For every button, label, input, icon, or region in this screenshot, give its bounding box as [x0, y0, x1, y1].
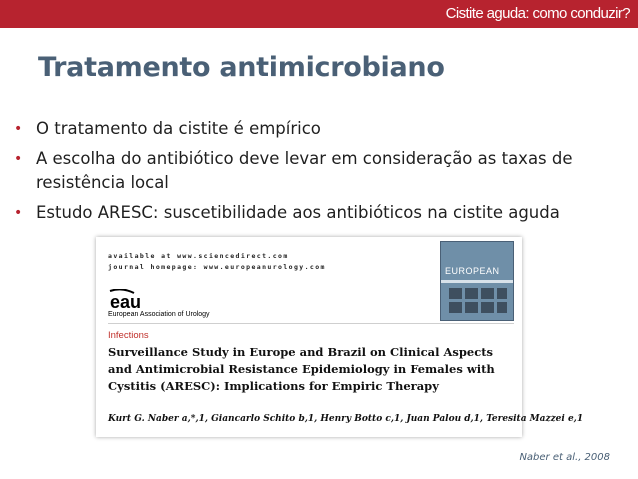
article-availability-line: available at www.sciencedirect.com — [108, 252, 289, 260]
header-title: Cistite aguda: como conduzir? — [445, 5, 630, 22]
article-authors: Kurt G. Naber a,*,1, Giancarlo Schito b,1, Henry Botto c,1, Juan Palou d,1, Teresita Mazzei e,1 — [108, 414, 584, 424]
bullet-item — [14, 147, 624, 195]
journal-cover-band — [441, 280, 514, 283]
svg-text:eau: eau — [110, 292, 142, 311]
article-section-label: Infections — [108, 330, 149, 341]
article-title: Surveillance Study in Europe and Brazil on Clinical Aspects and Antimicrobial Resistance Epidemiology in Females with Cystitis (ARESC): Implications for Empiric Therapy — [108, 345, 495, 393]
article-excerpt-image — [96, 237, 584, 437]
bullet-text: O tratamento da cistite é empírico — [36, 119, 321, 138]
citation: Naber et al., 2008 — [519, 452, 610, 463]
header-bar — [0, 0, 638, 28]
bullet-text: Estudo ARESC: suscetibilidade aos antibióticos na cistite aguda — [36, 203, 560, 222]
journal-cover — [440, 241, 514, 321]
eau-logo-text: European Association of Urology — [108, 311, 210, 318]
article-homepage-line: journal homepage: www.europeanurology.com — [108, 263, 326, 271]
slide-title: Tratamento antimicrobiano — [38, 52, 445, 83]
eau-logo — [108, 289, 168, 311]
bullet-item — [14, 201, 624, 225]
divider — [108, 323, 514, 324]
bullet-list — [14, 117, 624, 231]
bullet-item — [14, 117, 624, 141]
journal-cover-title: EUROPEAN — [445, 266, 500, 276]
bullet-dot-icon: • — [14, 205, 23, 221]
bullet-text: A escolha do antibiótico deve levar em consideração as taxas de resistência local — [36, 149, 573, 192]
bullet-dot-icon: • — [14, 151, 23, 167]
journal-cover-figures — [449, 288, 509, 316]
bullet-dot-icon: • — [14, 121, 23, 137]
